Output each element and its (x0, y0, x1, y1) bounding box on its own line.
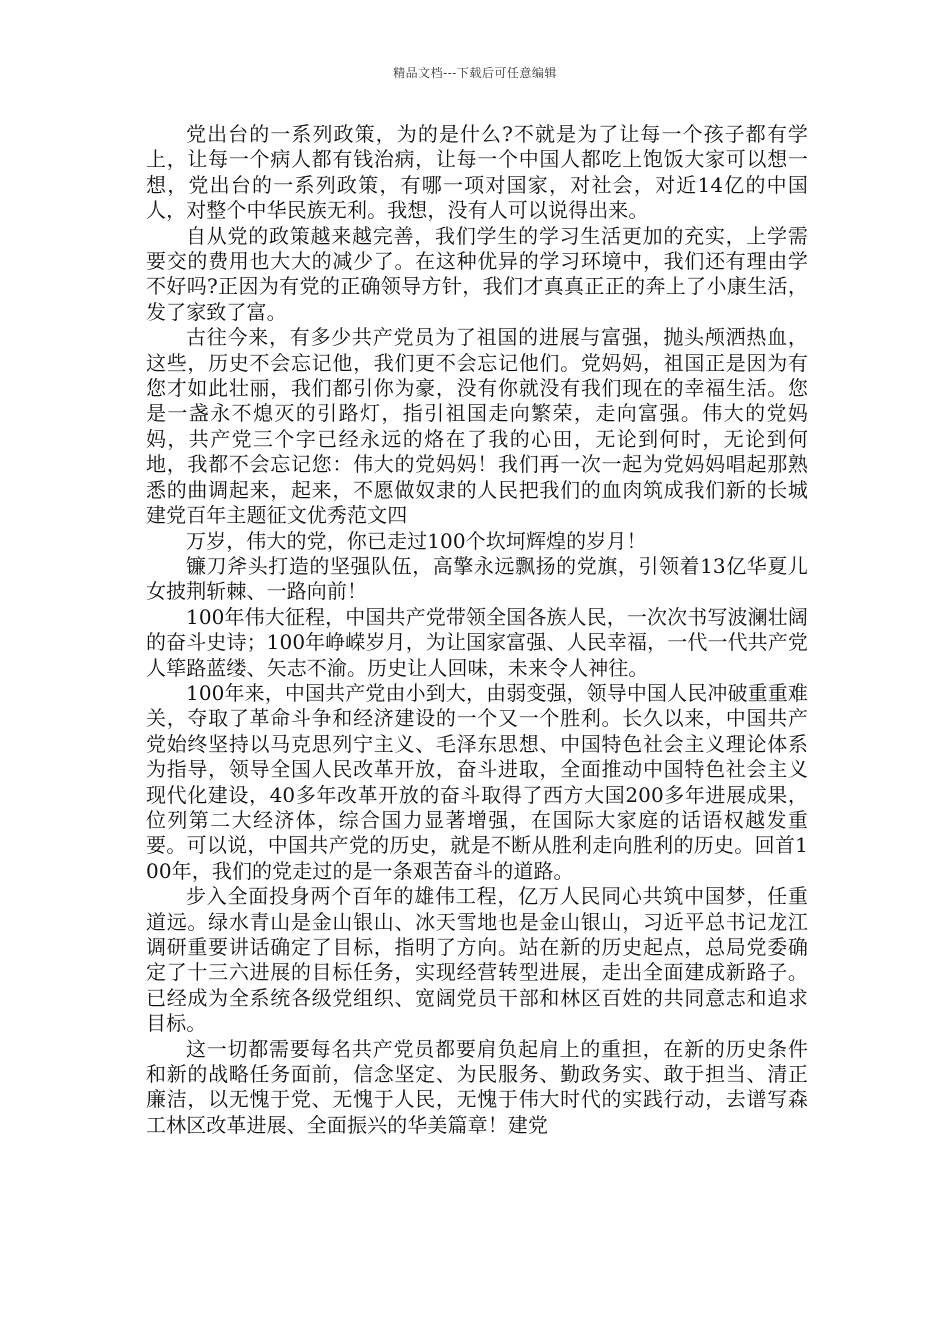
paragraph-8: 步入全面投身两个百年的雄伟工程，亿万人民同心共筑中国梦，任重道远。绿水青山是金山银山、冰天雪地也是金山银山，习近平总书记龙江调研重要讲话确定了目标，指明了方向。站在新的历史起点，总局党委确定了十三六进展的目标任务，实现经营转型进展，走出全面建成新路子。已经成为全系统各级党组织、宽阔党员干部和林区百姓的共同意志和追求目标。 (146, 884, 808, 1036)
document-body (146, 122, 808, 1138)
page-header: 精品文档---下载后可任意编辑 (393, 66, 557, 80)
paragraph-6: 100年伟大征程，中国共产党带领全国各族人民，一次次书写波澜壮阔的奋斗史诗；100年峥嵘岁月，为让国家富强、人民幸福，一代一代共产党人筚路蓝缕、矢志不渝。历史让人回味，未来令人神往。 (146, 604, 808, 680)
paragraph-5: 镰刀斧头打造的坚强队伍，高擎永远飘扬的党旗，引领着13亿华夏儿女披荆斩棘、一路向前！ (146, 553, 808, 604)
paragraph-7: 100年来，中国共产党由小到大，由弱变强，领导中国人民冲破重重难关，夺取了革命斗争和经济建设的一个又一个胜利。长久以来，中国共产党始终坚持以马克思列宁主义、毛泽东思想、中国特色社会主义理论体系为指导，领导全国人民改革开放，奋斗进取，全面推动中国特色社会主义现代化建设，40多年改革开放的奋斗取得了西方大国200多年进展成果，位列第二大经济体，综合国力显著增强，在国际大家庭的话语权越发重要。可以说，中国共产党的历史，就是不断从胜利走向胜利的历史。回首100年，我们的党走过的是一条艰苦奋斗的道路。 (146, 680, 808, 883)
paragraph-3: 古往今来，有多少共产党员为了祖国的进展与富强，抛头颅洒热血，这些，历史不会忘记他，我们更不会忘记他们。党妈妈，祖国正是因为有您才如此壮丽，我们都引你为豪，没有你就没有我们现在的幸福生活。您是一盏永不熄灭的引路灯，指引祖国走向繁荣，走向富强。伟大的党妈妈，共产党三个字已经永远的烙在了我的心田，无论到何时，无论到何地，我都不会忘记您：伟大的党妈妈！我们再一次一起为党妈妈唱起那熟悉的曲调起来，起来，不愿做奴隶的人民把我们的血肉筑成我们新的长城建党百年主题征文优秀范文四 (146, 325, 808, 528)
paragraph-2: 自从党的政策越来越完善，我们学生的学习生活更加的充实，上学需要交的费用也大大的减少了。在这种优异的学习环境中，我们还有理由学不好吗?正因为有党的正确领导方针，我们才真真正正的奔上了小康生活，发了家致了富。 (146, 223, 808, 324)
paragraph-9: 这一切都需要每名共产党员都要肩负起肩上的重担，在新的历史条件和新的战略任务面前，信念坚定、为民服务、勤政务实、敢于担当、清正廉洁，以无愧于党、无愧于人民，无愧于伟大时代的实践行动，去谱写森工林区改革进展、全面振兴的华美篇章！建党 (146, 1036, 808, 1137)
paragraph-4: 万岁，伟大的党，你已走过100个坎坷辉煌的岁月！ (186, 528, 647, 553)
paragraph-1: 党出台的一系列政策，为的是什么?不就是为了让每一个孩子都有学上，让每一个病人都有钱治病，让每一个中国人都吃上饱饭大家可以想一想，党出台的一系列政策，有哪一项对国家，对社会，对近14亿的中国人，对整个中华民族无利。我想，没有人可以说得出来。 (146, 122, 808, 223)
